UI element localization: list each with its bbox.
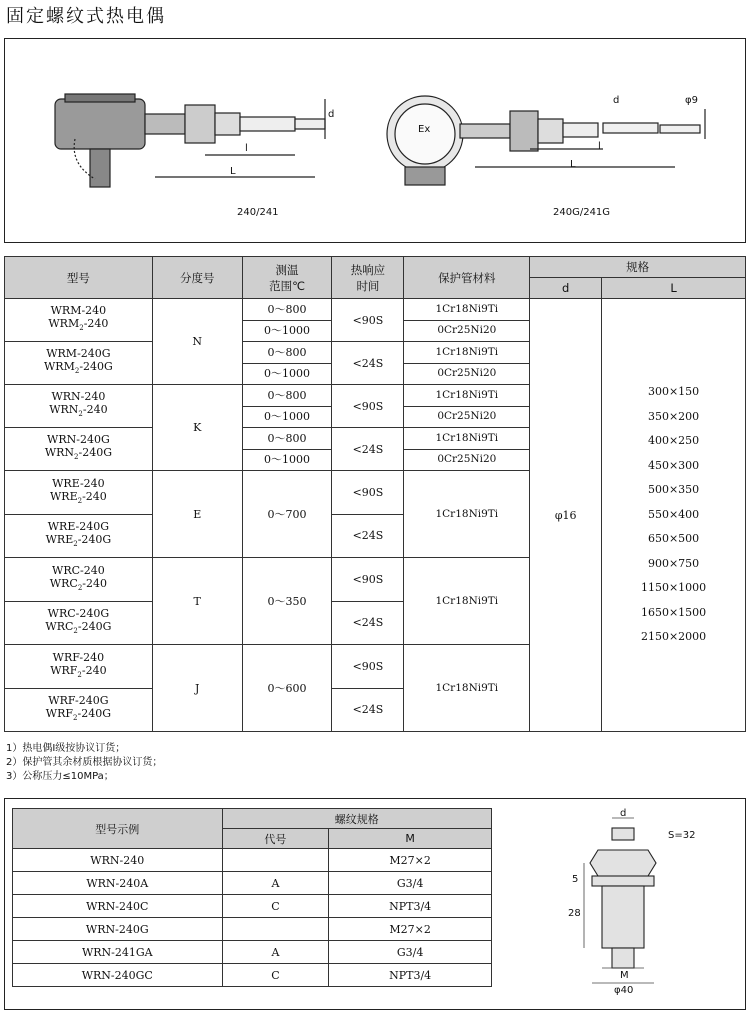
header-grade: 分度号 [152,257,242,299]
model-name: WRM-240G [46,347,111,361]
model-cell [5,601,153,645]
material-cell: 1Cr18Ni9Ti [404,471,530,558]
model-name-2: $WRC_2-240G$ [45,620,112,636]
model-cell [5,342,153,385]
material-cell: 1Cr18Ni9Ti [404,645,530,732]
model-subscript: 2 [74,453,79,462]
L-value: 650×500 [647,532,700,546]
model-subscript: 2 [73,627,78,636]
time-cell: <24S [332,688,404,732]
left-diagram-caption: 240/241 [237,207,279,218]
range-cell: 0～700 [242,471,332,558]
model-subscript: 2 [77,670,82,679]
model-name: WRC-240 [52,563,105,577]
header-range: 测温 范围℃ [242,257,332,299]
model-name-2: $WRF_2-240$ [50,663,107,679]
label-d-right: d [613,95,620,106]
time-cell: <24S [332,342,404,385]
fitting-label-phi40: φ40 [614,985,634,996]
L-value: 1650×1500 [640,605,707,619]
model-cell [5,428,153,471]
model-cell [5,514,153,558]
material-cell: 0Cr25Ni20 [404,363,530,385]
model-subscript: 2 [74,367,80,376]
thread-model: WRN-240G [13,918,223,941]
thread-code: C [222,895,329,918]
thread-table [12,808,492,987]
model-name: WRE-240 [52,476,105,490]
note-1: 1）热电偶I级按协议订货； [6,743,126,754]
L-value: 400×250 [647,434,700,448]
range-cell: 0～1000 [242,449,332,471]
time-cell: <24S [332,601,404,645]
model-name-2: $WRN_2-240$ [49,403,108,419]
L-value: 450×300 [647,458,700,472]
model-name: WRF-240 [52,650,105,664]
model-name-2: $WRE_2-240G$ [45,533,112,549]
thread-m: M27×2 [329,918,492,941]
label-phi9: φ9 [685,95,698,106]
model-cell [5,385,153,428]
thread-row [13,941,492,964]
model-name: WRF-240G [48,694,109,708]
grade-cell: K [152,385,242,471]
model-name: WRC-240G [47,607,110,621]
material-cell: 1Cr18Ni9Ti [404,558,530,645]
note-2: 2）保护管其余材质根据协议订货； [6,757,163,768]
grade-cell: E [152,471,242,558]
header-d: d [530,278,602,299]
thread-m: G3/4 [329,941,492,964]
L-value: 500×350 [647,483,700,497]
model-subscript: 2 [73,540,78,549]
thread-row [13,895,492,918]
model-name-2: $WRM_2-240$ [48,317,109,333]
model-name: WRN-240G [47,433,110,447]
material-cell: 1Cr18Ni9Ti [404,385,530,407]
label-l-right: l [598,141,601,152]
notes [6,742,162,784]
grade-cell: J [152,645,242,732]
label-ex: Ex [418,124,431,135]
L-value: 300×150 [647,385,700,399]
thermocouple-diagram-panel [4,38,746,243]
header-material: 保护管材料 [404,257,530,299]
model-name: WRE-240G [47,520,110,534]
L-value: 1150×1000 [640,581,707,595]
thread-header-spec: 螺纹规格 [222,809,491,829]
thread-m: NPT3/4 [329,964,492,987]
thread-code [222,918,329,941]
spec-table [4,256,746,732]
thread-row [13,849,492,872]
material-cell: 1Cr18Ni9Ti [404,428,530,450]
model-name-2: $WRC_2-240$ [49,576,107,592]
model-subscript: 2 [77,496,83,505]
range-cell: 0～800 [242,342,332,364]
model-cell [5,645,153,689]
time-cell: <90S [332,299,404,342]
range-cell: 0～600 [242,645,332,732]
thread-model: WRN-240GC [13,964,223,987]
fitting-label-d: d [620,808,627,819]
time-cell: <90S [332,645,404,689]
table-row [5,299,746,321]
model-name-2: $WRM_2-240G$ [43,360,113,376]
right-diagram-caption: 240G/241G [553,207,611,218]
time-cell: <24S [332,428,404,471]
material-cell: 1Cr18Ni9Ti [404,342,530,364]
model-subscript: 2 [77,583,83,592]
material-cell: 1Cr18Ni9Ti [404,299,530,321]
label-L-right: L [570,159,576,170]
range-cell: 0～1000 [242,406,332,428]
grade-cell: T [152,558,242,645]
model-name-2: $WRE_2-240$ [50,489,107,505]
thread-row [13,918,492,941]
time-cell: <90S [332,385,404,428]
thread-header-code: 代号 [222,829,329,849]
model-cell [5,558,153,602]
model-subscript: 2 [73,714,78,723]
thread-code [222,849,329,872]
time-cell: <24S [332,514,404,558]
label-d-left: d [328,109,335,120]
thread-model: WRN-240 [13,849,223,872]
L-value: 900×750 [647,556,700,570]
range-cell: 0～800 [242,299,332,321]
model-cell [5,471,153,515]
model-cell [5,688,153,732]
L-values-cell [602,299,746,732]
model-subscript: 2 [79,324,84,333]
L-value: 350×200 [647,409,700,423]
range-cell: 0～1000 [242,363,332,385]
note-3: 3）公称压力≤10MPa； [6,771,114,782]
model-name-2: $WRN_2-240G$ [44,446,112,462]
range-cell: 0～800 [242,385,332,407]
model-name-2: $WRF_2-240G$ [45,707,111,723]
thread-m: NPT3/4 [329,895,492,918]
thread-code: C [222,964,329,987]
L-value: 550×400 [647,507,700,521]
header-response: 热响应 时间 [332,257,404,299]
range-cell: 0～1000 [242,320,332,342]
fitting-drawing [560,808,710,1002]
material-cell: 0Cr25Ni20 [404,320,530,342]
model-subscript: 2 [78,410,83,419]
thread-code: A [222,872,329,895]
thread-row [13,964,492,987]
thread-code: A [222,941,329,964]
thread-header-example: 型号示例 [13,809,223,849]
thread-m: M27×2 [329,849,492,872]
fitting-label-s: S=32 [668,830,696,841]
range-cell: 0～800 [242,428,332,450]
model-name: WRM-240 [50,304,107,318]
thread-model: WRN-240C [13,895,223,918]
material-cell: 0Cr25Ni20 [404,406,530,428]
header-spec: 规格 [530,257,746,278]
header-model: 型号 [5,257,153,299]
model-name: WRN-240 [51,390,106,404]
material-cell: 0Cr25Ni20 [404,449,530,471]
thread-m: G3/4 [329,872,492,895]
label-L-left: L [230,166,236,177]
thermocouple-drawings [5,39,745,242]
time-cell: <90S [332,558,404,602]
model-cell [5,299,153,342]
thread-header-m: M [329,829,492,849]
grade-cell: N [152,299,242,385]
thread-model: WRN-241GA [13,941,223,964]
range-cell: 0～350 [242,558,332,645]
L-value: 2150×2000 [640,630,707,644]
fitting-label-m: M [620,970,629,981]
header-L: L [602,278,746,299]
fitting-label-5: 5 [572,874,579,885]
thread-row [13,872,492,895]
label-l-left: l [245,143,248,154]
thread-model: WRN-240A [13,872,223,895]
fitting-label-28: 28 [568,908,581,919]
page-title: 固定螺纹式热电偶 [6,6,166,27]
d-value-cell: φ16 [530,299,602,732]
time-cell: <90S [332,471,404,515]
